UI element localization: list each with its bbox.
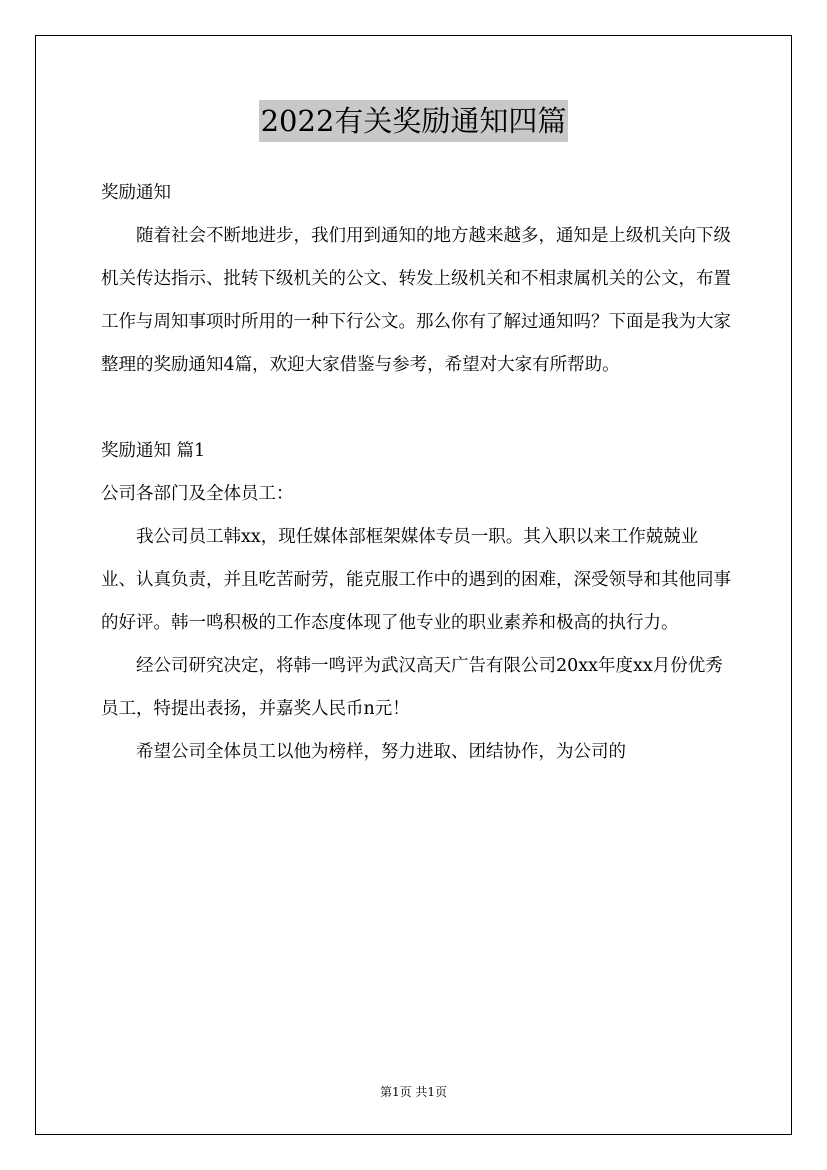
intro-heading: 奖励通知 — [101, 183, 171, 203]
section-gap — [101, 387, 731, 430]
title-container — [0, 100, 827, 142]
salutation: 公司各部门及全体员工： — [101, 484, 294, 504]
document-title: 2022有关奖励通知四篇 — [259, 100, 569, 142]
section-heading: 奖励通知 篇1 — [101, 441, 206, 461]
page-number: 第1页 共1页 — [379, 1085, 448, 1099]
intro-paragraph: 随着社会不断地进步，我们用到通知的地方越来越多，通知是上级机关向下级机关传达指示、批转下级机关的公文、转发上级机关和不相隶属机关的公文，布置工作与周知事项时所用的一种下行公文。那么你有了解过通知吗？下面是我为大家整理的奖励通知4篇，欢迎大家借鉴与参考，希望对大家有所帮助。 — [101, 226, 731, 375]
body-paragraph: 经公司研究决定，将韩一鸣评为武汉高天广告有限公司20xx年度xx月份优秀员工，特提出表扬，并嘉奖人民币n元！ — [101, 656, 723, 719]
document-body — [101, 172, 731, 774]
page-footer — [0, 1083, 827, 1100]
body-paragraph: 我公司员工韩xx，现任媒体部框架媒体专员一职。其入职以来工作兢兢业业、认真负责，并且吃苦耐劳，能克服工作中的遇到的困难，深受领导和其他同事的好评。韩一鸣积极的工作态度体现了他专业的职业素养和极高的执行力。 — [101, 527, 731, 633]
body-paragraph: 希望公司全体员工以他为榜样，努力进取、团结协作，为公司的 — [136, 742, 626, 762]
